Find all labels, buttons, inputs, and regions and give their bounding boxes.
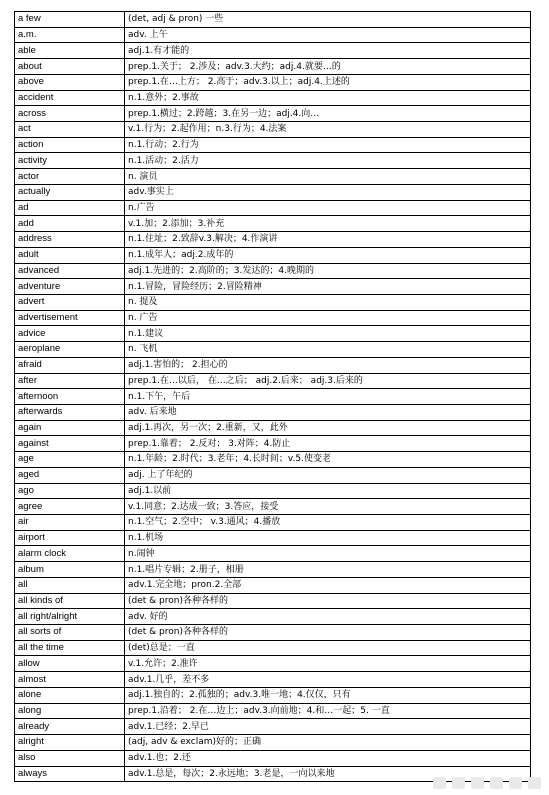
word-cell: add <box>15 216 125 232</box>
word-cell: a few <box>15 12 125 28</box>
watermark-blocks <box>433 777 541 789</box>
word-cell: all kinds of <box>15 593 125 609</box>
word-cell: adventure <box>15 279 125 295</box>
table-row <box>15 59 531 75</box>
word-cell: all <box>15 577 125 593</box>
word-cell: activity <box>15 153 125 169</box>
meaning-cell: adv.1.完全地；pron.2.全部 <box>125 577 531 593</box>
word-cell: afterwards <box>15 404 125 420</box>
table-row <box>15 625 531 641</box>
table-row <box>15 122 531 138</box>
meaning-cell: v.1.同意；2.达成一致；3.答应，接受 <box>125 499 531 515</box>
meaning-cell: adj.1.以前 <box>125 483 531 499</box>
table-row <box>15 452 531 468</box>
watermark-block <box>452 777 465 789</box>
table-row <box>15 153 531 169</box>
table-row <box>15 467 531 483</box>
word-cell: almost <box>15 672 125 688</box>
table-row <box>15 593 531 609</box>
word-cell: across <box>15 106 125 122</box>
meaning-cell: adv.1.也；2.还 <box>125 750 531 766</box>
word-cell: all sorts of <box>15 625 125 641</box>
table-row <box>15 247 531 263</box>
word-cell: accident <box>15 90 125 106</box>
vocabulary-table-body <box>15 12 531 782</box>
word-cell: allow <box>15 656 125 672</box>
word-cell: a.m. <box>15 27 125 43</box>
meaning-cell: n.广告 <box>125 200 531 216</box>
meaning-cell: n.1.建议 <box>125 326 531 342</box>
table-row <box>15 672 531 688</box>
meaning-cell: n.1.空气；2.空中； v.3.通风；4.播放 <box>125 515 531 531</box>
meaning-cell: (det)总是；一直 <box>125 640 531 656</box>
table-row <box>15 719 531 735</box>
table-row <box>15 703 531 719</box>
table-row <box>15 735 531 751</box>
table-row <box>15 294 531 310</box>
meaning-cell: adv.1.已经；2.早已 <box>125 719 531 735</box>
meaning-cell: adj.1.先进的；2.高阶的；3.发达的；4.晚期的 <box>125 263 531 279</box>
word-cell: advanced <box>15 263 125 279</box>
meaning-cell: adv. 后来地 <box>125 404 531 420</box>
table-row <box>15 420 531 436</box>
word-cell: agree <box>15 499 125 515</box>
word-cell: action <box>15 137 125 153</box>
word-cell: age <box>15 452 125 468</box>
meaning-cell: adj.1.独自的；2.孤独的；adv.3.唯一地；4.仅仅，只有 <box>125 687 531 703</box>
word-cell: against <box>15 436 125 452</box>
meaning-cell: n.1.唱片专辑；2.册子，相册 <box>125 562 531 578</box>
word-cell: able <box>15 43 125 59</box>
table-row <box>15 640 531 656</box>
table-row <box>15 750 531 766</box>
table-row <box>15 90 531 106</box>
table-row <box>15 389 531 405</box>
meaning-cell: adj.1.有才能的 <box>125 43 531 59</box>
word-cell: aeroplane <box>15 342 125 358</box>
word-cell: afraid <box>15 357 125 373</box>
meaning-cell: prep.1.关于； 2.涉及；adv.3.大约；adj.4.就要…的 <box>125 59 531 75</box>
table-row <box>15 373 531 389</box>
watermark-block <box>528 777 541 789</box>
table-row <box>15 404 531 420</box>
meaning-cell: (det, adj & pron) 一些 <box>125 12 531 28</box>
table-row <box>15 279 531 295</box>
table-row <box>15 106 531 122</box>
table-row <box>15 499 531 515</box>
meaning-cell: n. 演员 <box>125 169 531 185</box>
table-row <box>15 562 531 578</box>
meaning-cell: prep.1.在…上方； 2.高于；adv.3.以上；adj.4.上述的 <box>125 74 531 90</box>
meaning-cell: adj.1.害怕的； 2.担心的 <box>125 357 531 373</box>
word-cell: aged <box>15 467 125 483</box>
word-cell: all the time <box>15 640 125 656</box>
word-cell: ad <box>15 200 125 216</box>
table-row <box>15 184 531 200</box>
meaning-cell: adv.1.总是，每次；2.永远地；3.老是，一向以来地 <box>125 766 531 782</box>
table-row <box>15 12 531 28</box>
meaning-cell: adv.事实上 <box>125 184 531 200</box>
meaning-cell: adj. 上了年纪的 <box>125 467 531 483</box>
table-row <box>15 263 531 279</box>
meaning-cell: v.1.行为；2.起作用；n.3.行为；4.法案 <box>125 122 531 138</box>
table-row <box>15 577 531 593</box>
word-cell: always <box>15 766 125 782</box>
meaning-cell: adv. 上午 <box>125 27 531 43</box>
word-cell: about <box>15 59 125 75</box>
table-row <box>15 27 531 43</box>
table-row <box>15 232 531 248</box>
table-row <box>15 43 531 59</box>
word-cell: actually <box>15 184 125 200</box>
meaning-cell: n. 广告 <box>125 310 531 326</box>
watermark-block <box>509 777 522 789</box>
word-cell: ago <box>15 483 125 499</box>
word-cell: alright <box>15 735 125 751</box>
word-cell: address <box>15 232 125 248</box>
table-row <box>15 326 531 342</box>
table-row <box>15 169 531 185</box>
meaning-cell: n.1.年龄；2.时代；3.老年；4.长时间；v.5.使变老 <box>125 452 531 468</box>
word-cell: air <box>15 515 125 531</box>
table-row <box>15 310 531 326</box>
word-cell: afternoon <box>15 389 125 405</box>
word-cell: above <box>15 74 125 90</box>
table-row <box>15 357 531 373</box>
table-row <box>15 656 531 672</box>
word-cell: act <box>15 122 125 138</box>
word-cell: album <box>15 562 125 578</box>
table-row <box>15 216 531 232</box>
vocabulary-table <box>14 11 531 782</box>
table-row <box>15 687 531 703</box>
table-row <box>15 609 531 625</box>
meaning-cell: n.1.行动；2.行为 <box>125 137 531 153</box>
word-cell: adult <box>15 247 125 263</box>
word-cell: alarm clock <box>15 546 125 562</box>
meaning-cell: n. 提及 <box>125 294 531 310</box>
watermark-block <box>433 777 446 789</box>
meaning-cell: n.1.下午，午后 <box>125 389 531 405</box>
word-cell: advice <box>15 326 125 342</box>
meaning-cell: v.1.加；2.添加；3.补充 <box>125 216 531 232</box>
table-row <box>15 74 531 90</box>
meaning-cell: n.闹钟 <box>125 546 531 562</box>
table-row <box>15 342 531 358</box>
table-row <box>15 546 531 562</box>
watermark-block <box>471 777 484 789</box>
table-row <box>15 200 531 216</box>
meaning-cell: n. 飞机 <box>125 342 531 358</box>
meaning-cell: n.1.住址；2.致辞v.3.解决；4.作演讲 <box>125 232 531 248</box>
meaning-cell: adj.1.再次，另一次；2.重新，又，此外 <box>125 420 531 436</box>
meaning-cell: (adj, adv & exclam)好的；正确 <box>125 735 531 751</box>
table-row <box>15 530 531 546</box>
word-cell: advertisement <box>15 310 125 326</box>
meaning-cell: prep.1.横过；2.跨越；3.在另一边；adj.4.向… <box>125 106 531 122</box>
meaning-cell: (det & pron)各种各样的 <box>125 625 531 641</box>
meaning-cell: n.1.意外；2.事故 <box>125 90 531 106</box>
meaning-cell: prep.1.在…以后， 在…之后； adj.2.后来； adj.3.后来的 <box>125 373 531 389</box>
table-row <box>15 483 531 499</box>
word-cell: along <box>15 703 125 719</box>
meaning-cell: v.1.允许；2.准许 <box>125 656 531 672</box>
meaning-cell: n.1.机场 <box>125 530 531 546</box>
word-cell: already <box>15 719 125 735</box>
meaning-cell: prep.1.沿着； 2.在…边上；adv.3.向前地；4.和…一起；5. 一直 <box>125 703 531 719</box>
meaning-cell: adv.1.几乎，差不多 <box>125 672 531 688</box>
word-cell: also <box>15 750 125 766</box>
meaning-cell: (det & pron)各种各样的 <box>125 593 531 609</box>
meaning-cell: prep.1.靠着； 2.反对； 3.对阵；4.防止 <box>125 436 531 452</box>
table-row <box>15 137 531 153</box>
table-row <box>15 436 531 452</box>
meaning-cell: n.1.成年人；adj.2.成年的 <box>125 247 531 263</box>
word-cell: airport <box>15 530 125 546</box>
word-cell: again <box>15 420 125 436</box>
word-cell: actor <box>15 169 125 185</box>
word-cell: after <box>15 373 125 389</box>
watermark-block <box>490 777 503 789</box>
meaning-cell: n.1.冒险，冒险经历；2.冒险精神 <box>125 279 531 295</box>
word-cell: alone <box>15 687 125 703</box>
word-cell: advert <box>15 294 125 310</box>
word-cell: all right/alright <box>15 609 125 625</box>
meaning-cell: adv. 好的 <box>125 609 531 625</box>
table-row <box>15 515 531 531</box>
meaning-cell: n.1.活动；2.活力 <box>125 153 531 169</box>
